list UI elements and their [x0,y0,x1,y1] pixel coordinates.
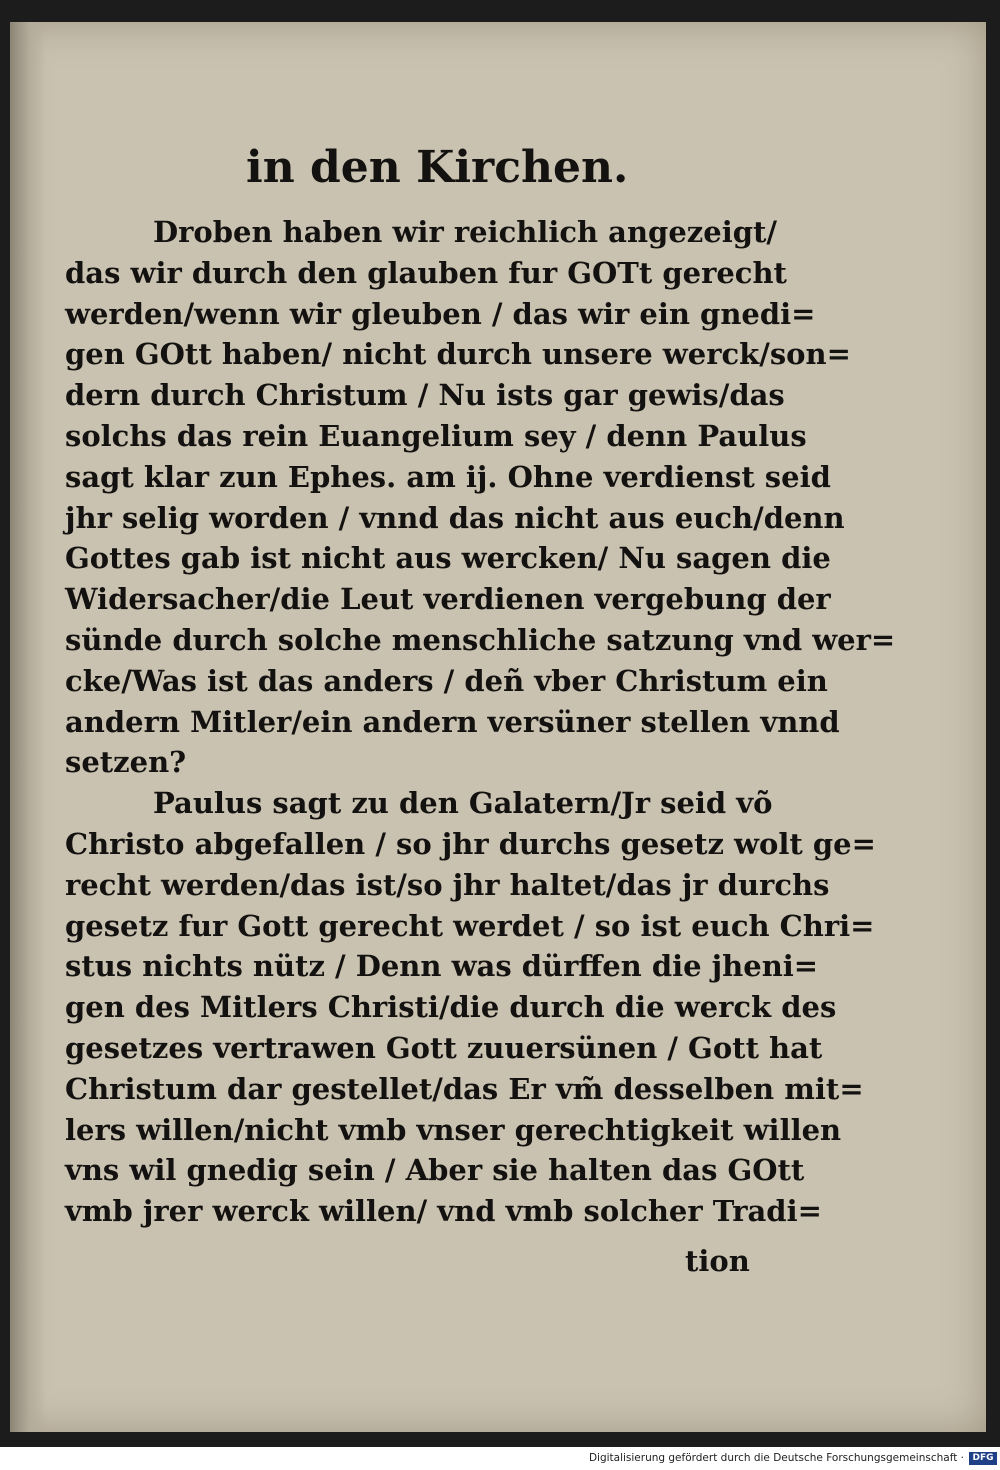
text-line: setzen? [65,745,187,780]
text-line: lers willen/nicht vmb vnser gerechtigkeit willen [65,1112,842,1147]
text-line: das wir durch den glauben fur GOTt gerecht [65,255,787,290]
paper-page [10,22,986,1432]
text-line: recht werden/das ist/so jhr haltet/das jr durchs [65,867,830,902]
text-line: Widersacher/die Leut verdienen vergebung der [65,582,831,617]
text-line: stus nichts nütz / Denn was dürffen die jheni= [65,949,819,984]
text-line: sagt klar zun Ephes. am ij. Ohne verdienst seid [65,459,831,494]
text-line: sünde durch solche menschliche satzung vnd wer= [65,622,896,657]
text-line: vmb jrer werck willen/ vnd vmb solcher Tradi= [65,1194,822,1229]
text-line: vns wil gnedig sein / Aber sie halten das GOtt [65,1153,805,1188]
page-heading: in den Kirchen. [246,142,629,193]
footer-bar [0,1447,1000,1470]
text-line: gen GOtt haben/ nicht durch unsere werck/son= [65,337,851,372]
text-line: Droben haben wir reichlich angezeigt/ [153,215,777,249]
text-line: andern Mitler/ein andern versüner stellen vnnd [65,704,840,739]
text-line: gesetz fur Gott gerecht werdet / so ist euch Chri= [65,908,875,943]
text-line: Gottes gab ist nicht aus wercken/ Nu sagen die [65,541,831,576]
text-line: dern durch Christum / Nu ists gar gewis/das [65,378,785,413]
text-line: Paulus sagt zu den Galatern/Jr seid võ [153,786,773,821]
text-line: werden/wenn wir gleuben / das wir ein gnedi= [65,296,816,331]
text-line: jhr selig worden / vnnd das nicht aus euch/denn [65,500,845,535]
text-line: Christum dar gestellet/das Er vm̃ desselben mit= [65,1071,864,1106]
text-line: solchs das rein Euangelium sey / denn Paulus [65,418,807,453]
text-line: cke/Was ist das anders / deñ vber Christum ein [65,663,828,698]
text-line: gesetzes vertrawen Gott zuuersünen / Gott hat [65,1030,823,1065]
catchword: tion [685,1244,750,1278]
text-line: gen des Mitlers Christi/die durch die werck des [65,990,837,1025]
dfg-logo-icon: DFG [969,1452,997,1465]
funding-notice: Digitalisierung gefördert durch die Deutsche Forschungsgemeinschaft · [588,1452,964,1464]
body-text [65,212,896,1232]
text-line: Christo abgefallen / so jhr durchs gesetz wolt ge= [65,826,876,861]
